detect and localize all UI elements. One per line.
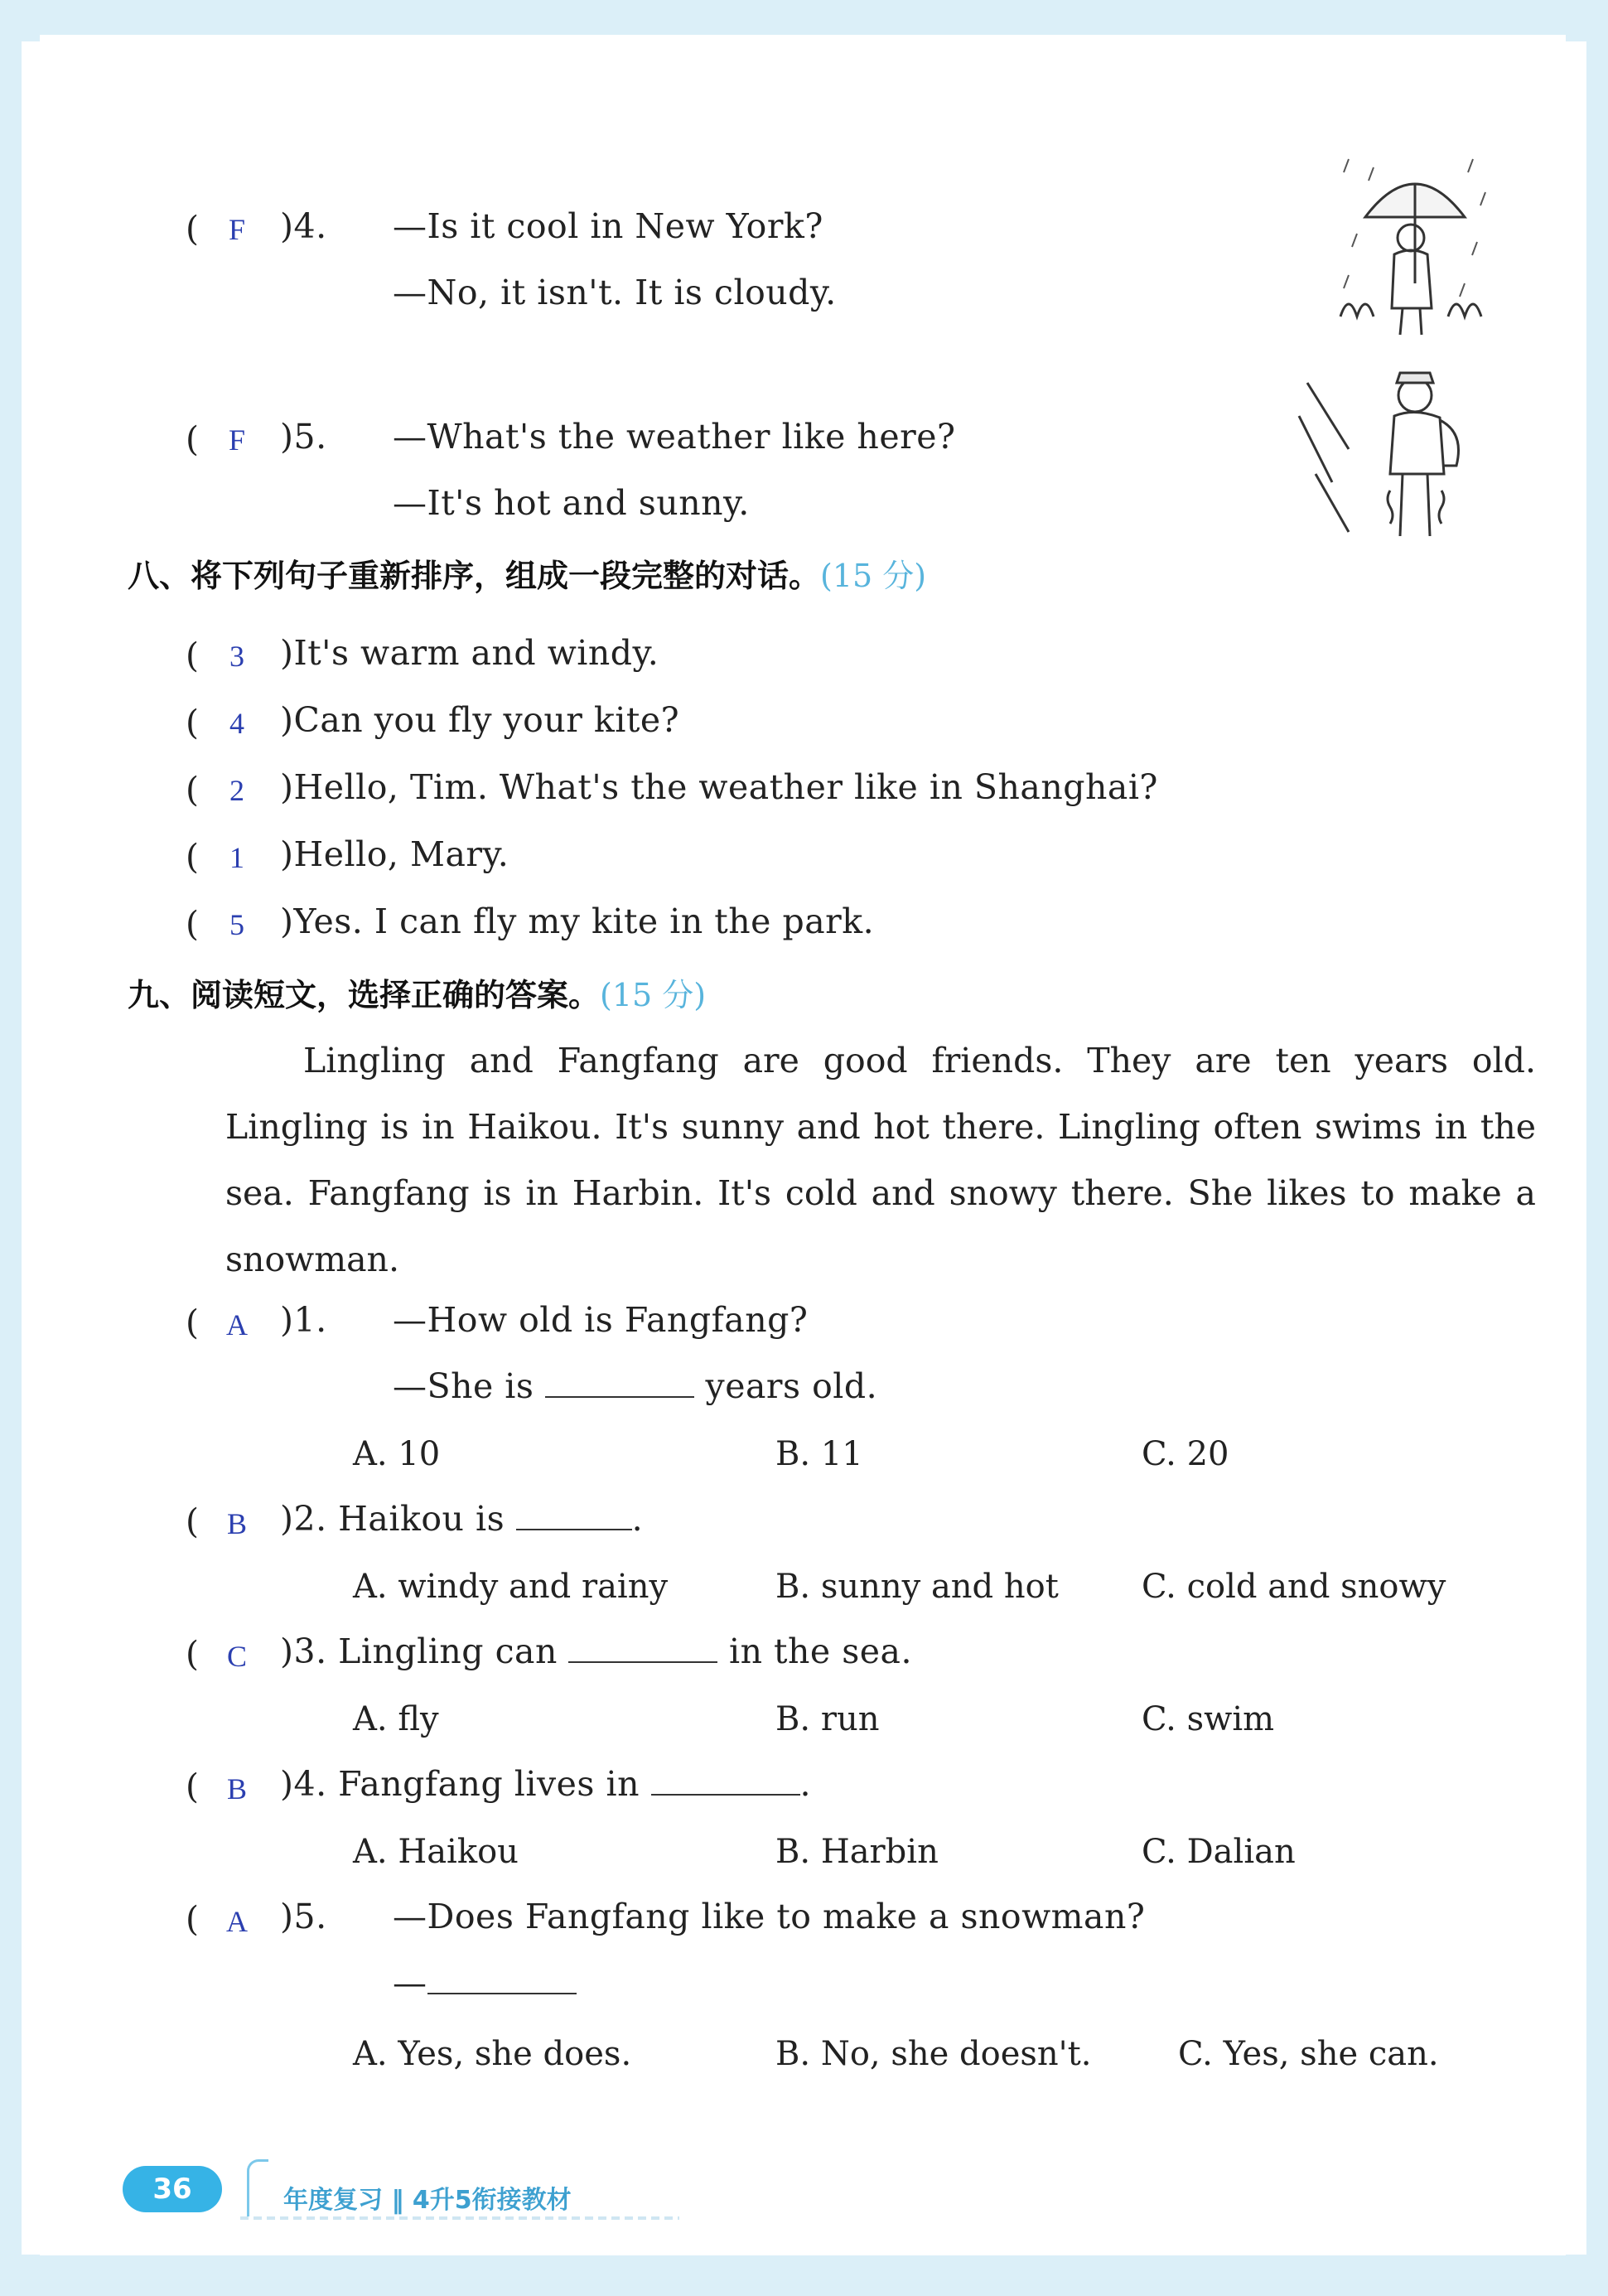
footer-divider bbox=[240, 2216, 679, 2220]
option-b: B. 11 bbox=[775, 1435, 863, 1473]
page-frame-bottom bbox=[0, 2255, 1608, 2296]
dialogue-sentence: )Can you fly your kite? bbox=[280, 700, 680, 740]
option-c: C. Dalian bbox=[1142, 1833, 1296, 1871]
question-stem: —How old is Fangfang? bbox=[393, 1300, 809, 1340]
dialogue-sentence: )It's warm and windy. bbox=[280, 633, 659, 673]
answer-blank bbox=[651, 1766, 800, 1796]
question-number bbox=[280, 1763, 811, 1805]
question-line bbox=[393, 1962, 577, 2004]
answer-mark: C bbox=[226, 1640, 247, 1673]
section-score: (15 分) bbox=[600, 977, 707, 1013]
paren-open: ( bbox=[186, 419, 199, 459]
footer-ornament bbox=[247, 2159, 268, 2217]
answer-mark: A bbox=[226, 1308, 248, 1341]
paren-open: ( bbox=[186, 1501, 199, 1541]
paren-open: ( bbox=[186, 636, 199, 675]
section-heading-eight bbox=[128, 550, 926, 596]
question-line bbox=[393, 1366, 877, 1407]
option-a: A. fly bbox=[353, 1700, 439, 1738]
option-b: B. run bbox=[775, 1700, 880, 1738]
number-text: )3. bbox=[280, 1631, 327, 1671]
question-line: —Is it cool in New York? bbox=[393, 206, 823, 246]
page-number-badge: 36 bbox=[123, 2166, 222, 2212]
answer-mark: F bbox=[228, 213, 246, 246]
question-line: —What's the weather like here? bbox=[393, 417, 956, 457]
question-number: )4. bbox=[280, 206, 327, 246]
paren-open: ( bbox=[186, 1303, 199, 1342]
paren-open: ( bbox=[186, 1899, 199, 1939]
option-c: C. Yes, she can. bbox=[1178, 2035, 1439, 2073]
option-b: B. Harbin bbox=[775, 1833, 939, 1871]
stem-text: Fangfang lives in bbox=[338, 1764, 640, 1804]
dialogue-sentence: )Yes. I can fly my kite in the park. bbox=[280, 901, 875, 941]
answer-mark: A bbox=[226, 1905, 248, 1938]
question-number: )1. bbox=[280, 1300, 327, 1340]
question-stem: —Does Fangfang like to make a snowman? bbox=[393, 1897, 1146, 1936]
question-number bbox=[280, 1498, 643, 1540]
option-a: A. Yes, she does. bbox=[353, 2035, 632, 2073]
answer-blank bbox=[568, 1633, 717, 1663]
answer-mark: B bbox=[226, 1507, 247, 1540]
answer-blank bbox=[427, 1965, 577, 1994]
paren-open: ( bbox=[186, 1767, 199, 1806]
paren-open: ( bbox=[186, 703, 199, 742]
paren-open: ( bbox=[186, 1634, 199, 1674]
dialogue-sentence: )Hello, Mary. bbox=[280, 834, 509, 874]
option-c: C. swim bbox=[1142, 1700, 1275, 1738]
heading-text: 九、阅读短文，选择正确的答案。 bbox=[128, 977, 601, 1013]
answer-blank bbox=[545, 1368, 694, 1398]
answer-mark: 3 bbox=[229, 640, 244, 673]
section-score: (15 分) bbox=[820, 558, 927, 594]
option-c: C. 20 bbox=[1142, 1435, 1229, 1473]
answer-line: —No, it isn't. It is cloudy. bbox=[393, 273, 837, 312]
question-number: )5. bbox=[280, 417, 327, 457]
person-shivering-in-cold-wind-icon bbox=[1291, 358, 1490, 549]
number-text: )2. bbox=[280, 1499, 327, 1539]
paren-open: ( bbox=[186, 904, 199, 944]
page-frame-left bbox=[0, 0, 22, 2296]
stem-text: in the sea. bbox=[728, 1631, 912, 1671]
section-heading-nine bbox=[128, 969, 706, 1015]
line-text: —She is bbox=[393, 1366, 534, 1406]
answer-mark: 2 bbox=[229, 774, 244, 807]
option-a: A. 10 bbox=[353, 1435, 441, 1473]
question-number bbox=[280, 1631, 912, 1672]
dialogue-sentence: )Hello, Tim. What's the weather like in Shanghai? bbox=[280, 767, 1158, 807]
option-b: B. sunny and hot bbox=[775, 1568, 1059, 1606]
paren-open: ( bbox=[186, 837, 199, 877]
question-number: )5. bbox=[280, 1897, 327, 1936]
stem-text: . bbox=[631, 1499, 644, 1539]
page-frame-right bbox=[1586, 0, 1608, 2296]
answer-mark: F bbox=[228, 423, 246, 457]
answer-mark: B bbox=[226, 1772, 247, 1805]
stem-text: Lingling can bbox=[338, 1631, 558, 1671]
answer-mark: 4 bbox=[229, 707, 244, 740]
footer-book-title: 年度复习 ‖ 4升5衔接教材 bbox=[283, 2186, 572, 2215]
stem-text: Haikou is bbox=[338, 1499, 505, 1539]
person-with-umbrella-in-rain-icon bbox=[1332, 143, 1498, 341]
line-text: years old. bbox=[705, 1366, 878, 1406]
worksheet-page bbox=[40, 35, 1566, 2255]
answer-blank bbox=[516, 1501, 632, 1530]
option-b: B. No, she doesn't. bbox=[775, 2035, 1092, 2073]
paren-open: ( bbox=[186, 770, 199, 810]
option-a: A. Haikou bbox=[353, 1833, 519, 1871]
answer-mark: 5 bbox=[229, 908, 244, 941]
heading-text: 八、将下列句子重新排序，组成一段完整的对话。 bbox=[128, 558, 821, 594]
reading-passage: Lingling and Fangfang are good friends. They are ten years old. Lingling is in Haikou. It's sunny and hot there. Lingling often swims in the sea. Fangfang is in Harbin. It's cold and snowy there. She likes to make a snowman. bbox=[225, 1041, 1536, 1279]
option-c: C. cold and snowy bbox=[1142, 1568, 1446, 1606]
stem-text: . bbox=[799, 1764, 812, 1804]
line-text: — bbox=[393, 1963, 427, 2003]
answer-mark: 1 bbox=[229, 841, 244, 874]
option-a: A. windy and rainy bbox=[353, 1568, 669, 1606]
answer-line: —It's hot and sunny. bbox=[393, 483, 750, 523]
number-text: )4. bbox=[280, 1764, 327, 1804]
paren-open: ( bbox=[186, 209, 199, 249]
